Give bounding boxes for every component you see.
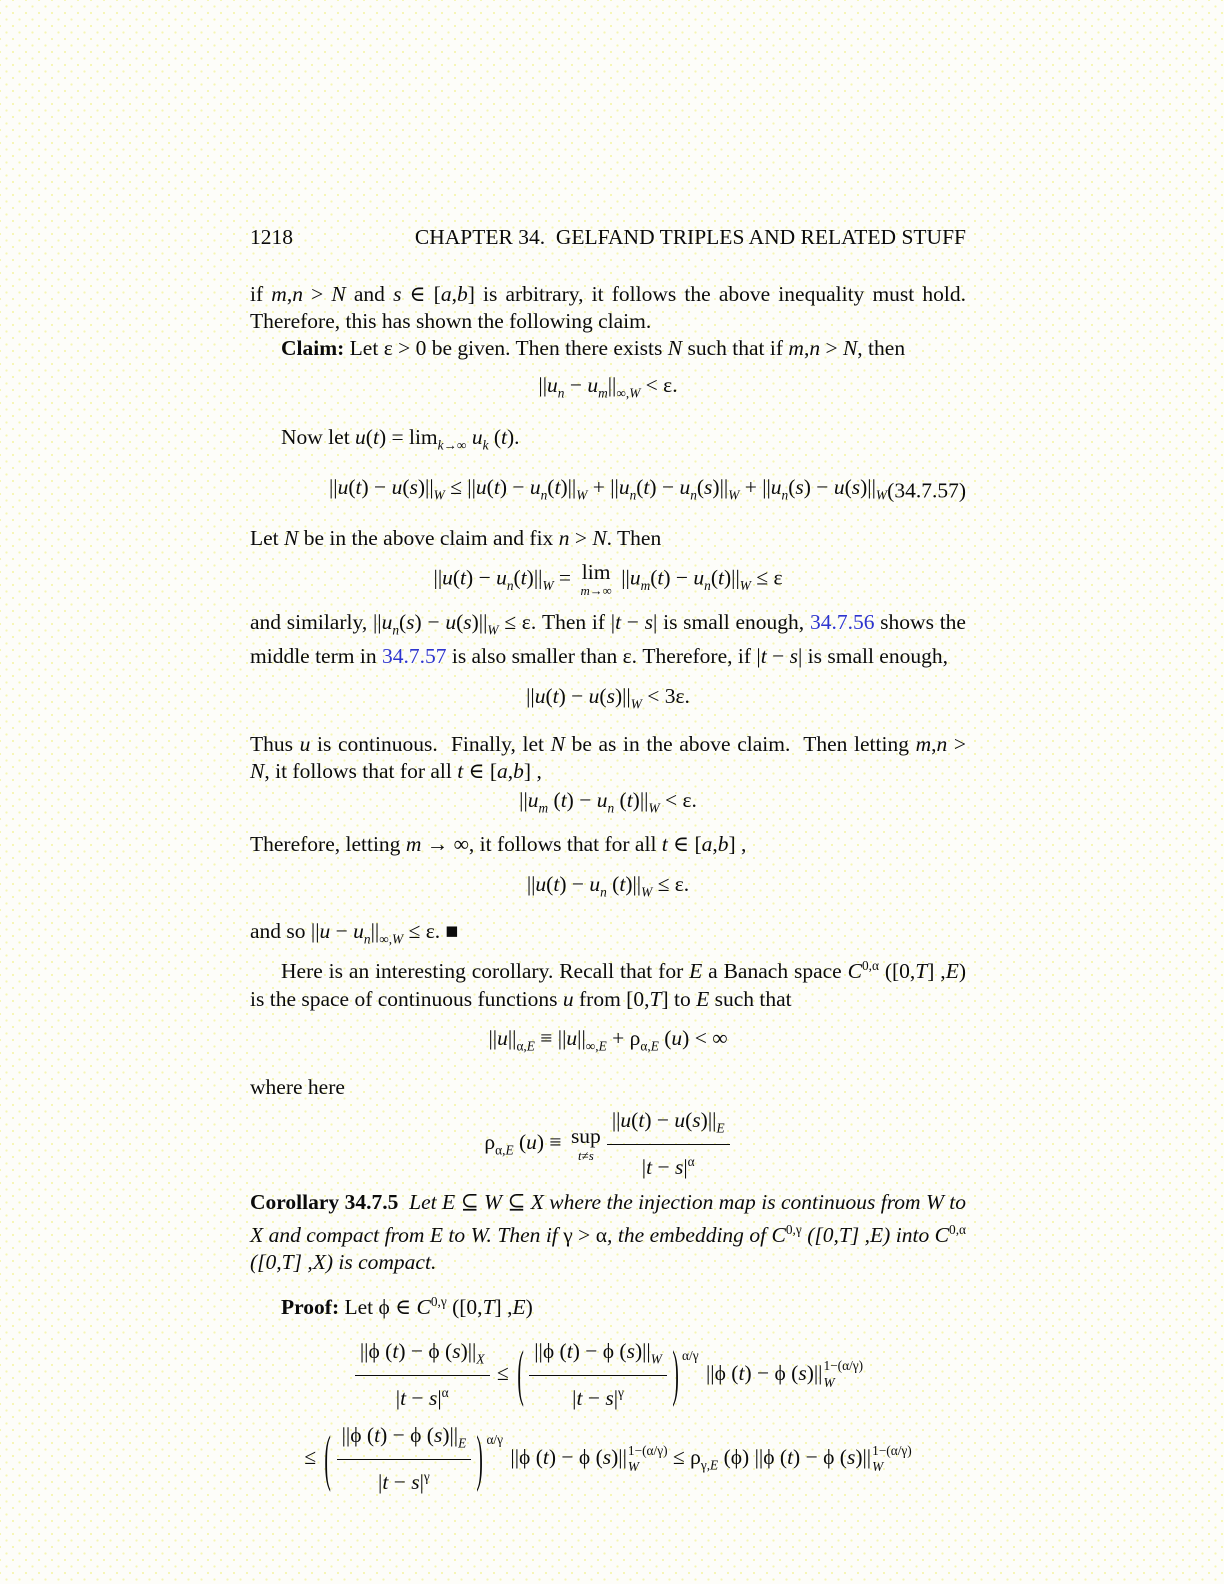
running-header <box>250 224 966 251</box>
equation-3-epsilon: $||u(t) - u(s)||_W < 3\varepsilon$. <box>526 684 690 712</box>
paragraph-corollary-34-7-5: Corollary 34.7.5 Let E ⊆ W ⊆ X where the injection map is continuous from W to X and compact from E to W. Then if γ > α, the embedding of $C^{0,\gamma}$ ([0,T] ,E) into $C^{0,\alpha}$ ([0,T] ,X) is compact. <box>250 1190 967 1275</box>
page-content <box>250 224 966 1496</box>
ref-link-34-7-56[interactable]: 34.7.56 <box>809 609 875 634</box>
equation-holder-norm: $||u||_{\alpha,E} \equiv ||u||_{\infty,E} + \rho_{\alpha,E}$ (u) < ∞ <box>488 1025 728 1053</box>
paragraph-claim: Claim: Let ε > 0 be given. Then there exists N such that if m,n > N, then <box>281 336 906 360</box>
equation-number-34-7-57: (34.7.57) <box>887 478 966 503</box>
equation-34-7-57 <box>250 474 966 508</box>
equation-um-un-epsilon: $||u_m$ $(t) - u_n$ $(t)||_W < \varepsilon$. <box>519 788 697 816</box>
paragraph-similarly: and similarly, $||u_n(s) - u(s)||_W \le \varepsilon$. Then if |t − s| is small enough, 34.7.56 shows the middle term in 34.7.57 is also smaller than ε. Therefore, if |t − s| is small enough, <box>250 609 966 669</box>
equation-34-7-57-body: $||u(t) - u(s)||_W \le ||u(t) - u_n(t)||_W + ||u_n(t) - u_n(s)||_W + ||u_n(s) - u(s)||_W$ <box>329 474 887 502</box>
paragraph-where-here: where here <box>250 1074 345 1099</box>
page-number: 1218 <box>250 225 293 249</box>
paragraph-intro: if m,n > N and s ∈ [a,b] is arbitrary, it follows the above inequality must hold. Therefore, this has shown the following claim. <box>250 282 967 333</box>
equation-u-un-epsilon: $||u(t) - u_n$ $(t)||_W \le \varepsilon$. <box>526 871 690 900</box>
equation-interpolation-line-2: ≤ ( $\frac{||\phi (t) - \phi (s)||_E}{|t - s|^\gamma}$ ) $^{\alpha/\gamma}$ ||ϕ (t) − ϕ (s)|| 1−(α/γ) W ≤ $\rho_{\gamma,E}$ (ϕ) ||ϕ (t) − ϕ (s)|| 1−(α/γ) W <box>304 1423 912 1495</box>
paragraph-therefore: Therefore, letting m → ∞, it follows that for all t ∈ [a,b] , <box>250 831 747 856</box>
paragraph-now-let: Now let $u(t) = \lim_{k\to\infty} u_k$ (t). <box>281 425 520 453</box>
paragraph-and-so: and so $||u - u_n||_{\infty,W} \le \varepsilon$. ■ <box>250 919 459 947</box>
paragraph-corollary-intro: Here is an interesting corollary. Recall that for E a Banach space $C^{0,\alpha}$ ([0,T] ,E) is the space of continuous functions u from [0,T] to E such that <box>250 958 966 1011</box>
chapter-title: CHAPTER 34. GELFAND TRIPLES AND RELATED STUFF <box>414 225 966 249</box>
paragraph-let-n: Let N be in the above claim and fix n > N. Then <box>250 525 662 550</box>
ref-link-34-7-57[interactable]: 34.7.57 <box>381 644 447 669</box>
paragraph-proof: Proof: Let ϕ ∈ $C^{0,\gamma}$ ([0,T] ,E) <box>281 1294 533 1320</box>
equation-limit: $||u(t) - u_n(t)||_W$ = lim m→∞ $||u_m(t) - u_n(t)||_W \le \varepsilon$ <box>433 559 783 599</box>
paragraph-thus-continuous: Thus u is continuous. Finally, let N be as in the above claim. Then letting m,n > N, it follows that for all t ∈ [a,b] , <box>250 732 966 784</box>
equation-rho-definition: $\rho_{\alpha,E}$ (u) ≡ sup t≠s $\frac{||u(t) - u(s)||_E}{|t - s|^\alpha}$ <box>250 1107 966 1181</box>
equation-interpolation-line-1: $\frac{||\phi (t) - \phi (s)||_X}{|t - s|^\alpha}$ ≤ ( $\frac{||\phi (t) - \phi (s)||_W}{|t - s|^\gamma}$ ) $^{\alpha/\gamma}$ ||ϕ (t) − ϕ (s)|| 1−(α/γ) W <box>250 1338 966 1412</box>
equation-cauchy: $||u_n - u_m||_{\infty,W} < \varepsilon$. <box>538 373 678 401</box>
